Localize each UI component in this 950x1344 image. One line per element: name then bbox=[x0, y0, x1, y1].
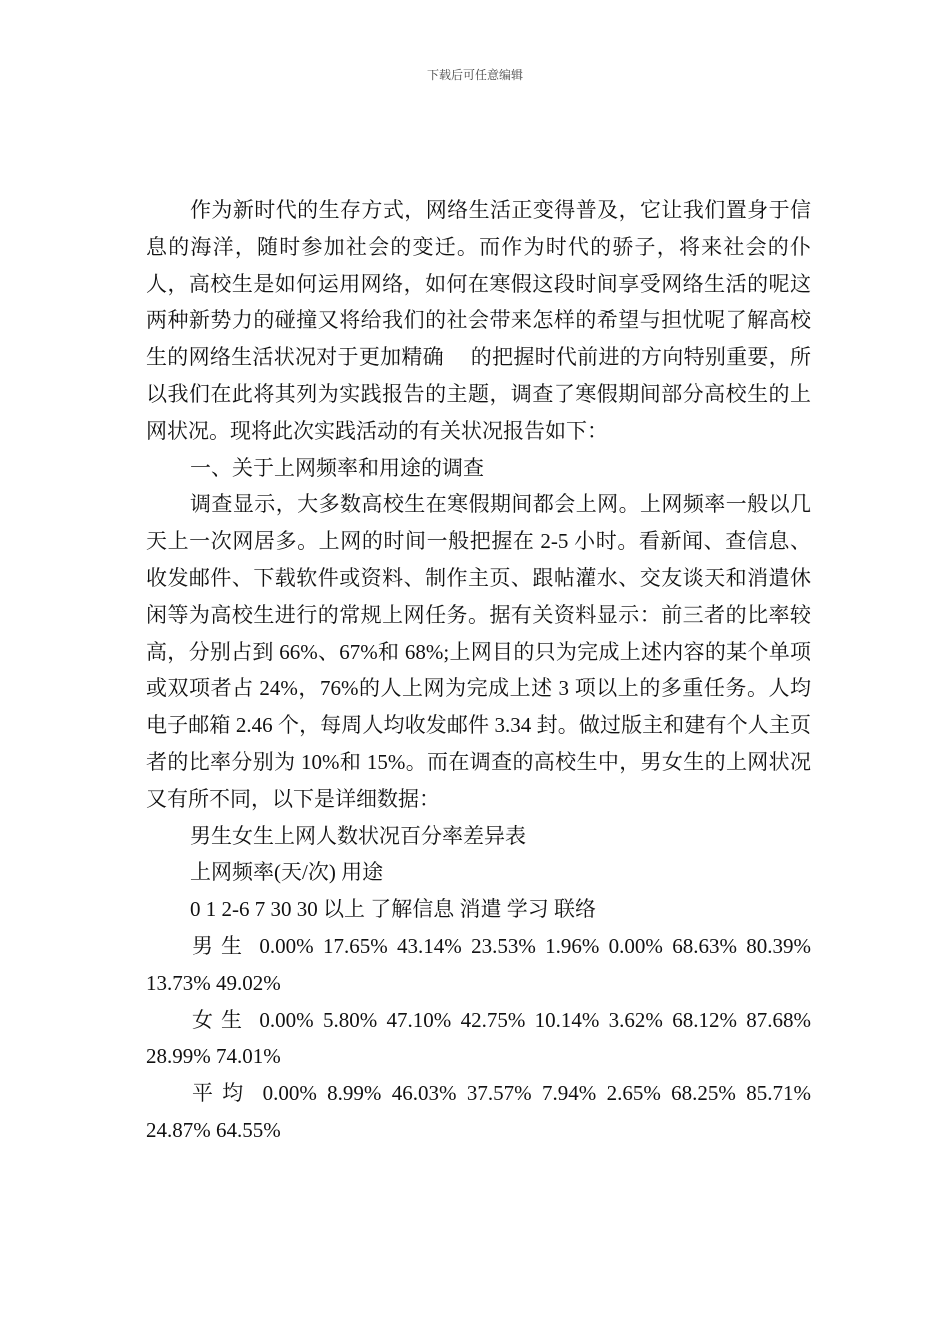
row-label: 男生 bbox=[192, 933, 251, 958]
survey-paragraph: 调查显示，大多数高校生在寒假期间都会上网。上网频率一般以几天上一次网居多。上网的时间一般把握在 2-5 小时。看新闻、查信息、收发邮件、下载软件或资料、制作主页、跟帖灌水、交友谈天和消遣休闲等为高校生进行的常规上网任务。据有关资料显示：前三者的比率较高，分别占到 66%、67%和 68%;上网目的只为完成上述内容的某个单项或双项者占 24%，76%的人上网为完成上述 3 项以上的多重任务。人均电子邮箱 2.46 个，每周人均收发邮件 3.34 封。做过版主和建有个人主页者的比率分别为 10%和 15%。而在调查的高校生中，男女生的上网状况又有所不同，以下是详细数据： bbox=[146, 492, 811, 811]
row-values: 0.00% 17.65% 43.14% 23.53% 1.96% 0.00% 68.63% 80.39% 13.73% 49.02% bbox=[146, 933, 811, 995]
page-header-note: 下载后可任意编辑 bbox=[426, 68, 523, 82]
table-row-female bbox=[146, 1002, 811, 1076]
row-label: 平均 bbox=[192, 1081, 253, 1106]
table-header-columns: 0 1 2-6 7 30 30 以上 了解信息 消遣 学习 联络 bbox=[190, 897, 596, 922]
table-header-frequency: 上网频率(天/次) 用途 bbox=[190, 860, 384, 885]
table-row-male bbox=[146, 928, 811, 1002]
document-body bbox=[146, 192, 811, 1149]
table-row-average bbox=[146, 1075, 811, 1149]
row-values: 0.00% 8.99% 46.03% 37.57% 7.94% 2.65% 68.25% 85.71% 24.87% 64.55% bbox=[146, 1081, 812, 1142]
row-values: 0.00% 5.80% 47.10% 42.75% 10.14% 3.62% 68.12% 87.68% 28.99% 74.01% bbox=[146, 1007, 811, 1069]
intro-paragraph: 作为新时代的生存方式，网络生活正变得普及，它让我们置身于信息的海洋，随时参加社会的变迁。而作为时代的骄子，将来社会的仆人，高校生是如何运用网络，如何在寒假这段时间享受网络生活的呢这两种新势力的碰撞又将给我们的社会带来怎样的希望与担忧呢了解高校生的网络生活状况对于更加精确 的把握时代前进的方向特别重要，所以我们在此将其列为实践报告的主题，调查了寒假期间部分高校生的上网状况。现将此次实践活动的有关状况报告如下： bbox=[146, 198, 811, 443]
row-label: 女生 bbox=[192, 1007, 251, 1032]
table-title: 男生女生上网人数状况百分率差异表 bbox=[190, 823, 526, 848]
section-heading: 一、关于上网频率和用途的调查 bbox=[190, 455, 484, 480]
